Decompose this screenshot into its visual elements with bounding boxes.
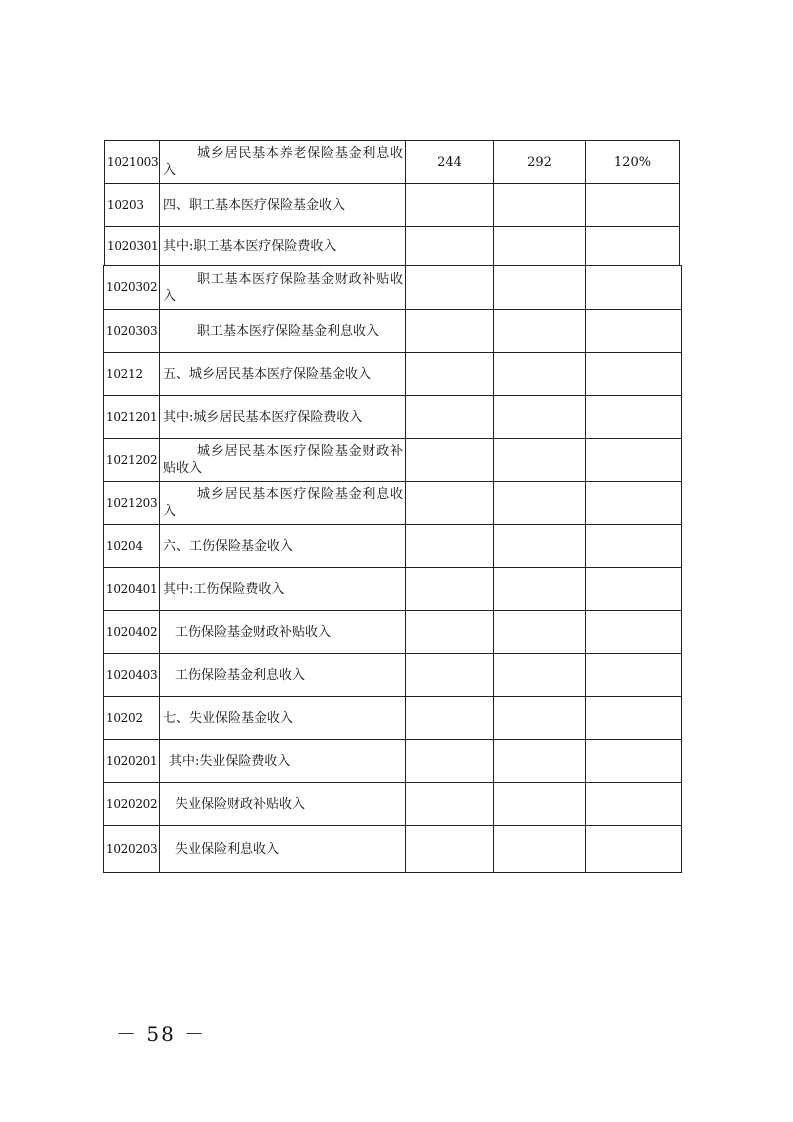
value-cell-2 [494,783,586,826]
budget-table-top-body [105,141,680,266]
item-name-cell [160,697,406,740]
value-cell-2 [494,697,586,740]
item-code: 1021202 [104,439,160,482]
value-cell-1 [406,482,494,525]
value-cell-1 [406,783,494,826]
item-name: 失业保险财政补贴收入 [175,796,306,812]
value-cell-2 [494,611,586,654]
item-code: 10202 [104,697,160,740]
table-row [104,740,682,783]
item-code: 1020301 [105,227,160,266]
table-row [104,310,682,353]
budget-table-main-body [104,266,682,873]
item-code: 1021201 [104,396,160,439]
item-name: 职工基本医疗保险基金财政补贴收入 [163,271,403,304]
value-cell-3 [586,227,680,266]
item-name: 其中:城乡居民基本医疗保险费收入 [163,409,363,425]
value-cell-3 [586,184,680,227]
item-code: 10204 [104,525,160,568]
item-name: 其中:职工基本医疗保险费收入 [163,238,337,254]
table-row [105,184,680,227]
item-code: 1020402 [104,611,160,654]
value-cell-3 [586,783,682,826]
item-name: 职工基本医疗保险基金利息收入 [197,323,380,339]
item-code: 1020203 [104,826,160,873]
value-cell-3 [586,310,682,353]
value-cell-1 [406,353,494,396]
item-name-cell [160,482,406,525]
value-cell-2 [494,353,586,396]
table-row [105,227,680,266]
value-cell-1 [406,310,494,353]
value-cell-1 [406,654,494,697]
value-cell-3 [586,740,682,783]
item-code: 10212 [104,353,160,396]
value-cell-3 [586,482,682,525]
value-cell-2 [494,482,586,525]
value-cell-3 [586,525,682,568]
table-row [104,396,682,439]
value-cell-1 [406,266,494,310]
value-cell-1: 244 [406,141,494,184]
item-name: 其中:失业保险费收入 [169,753,291,769]
value-cell-1 [406,568,494,611]
value-cell-1 [406,740,494,783]
value-cell-2 [494,525,586,568]
item-name-cell [160,439,406,482]
value-cell-3 [586,439,682,482]
table-row [104,783,682,826]
value-cell-3: 120% [586,141,680,184]
value-cell-2 [494,310,586,353]
item-name-cell [160,353,406,396]
table-row [105,141,680,184]
item-name: 四、职工基本医疗保险基金收入 [163,197,346,213]
value-cell-3 [586,568,682,611]
item-code: 10203 [105,184,160,227]
item-name-cell [160,525,406,568]
budget-table-top [104,140,680,266]
table-row [104,266,682,310]
item-name: 失业保险利息收入 [175,841,280,857]
item-name-cell [160,184,406,227]
item-name: 工伤保险基金利息收入 [175,667,306,683]
item-code: 1020403 [104,654,160,697]
value-cell-1 [406,439,494,482]
value-cell-2 [494,439,586,482]
value-cell-3 [586,396,682,439]
value-cell-1 [406,396,494,439]
item-name: 六、工伤保险基金收入 [163,538,294,554]
item-name: 城乡居民基本医疗保险基金利息收入 [163,487,403,519]
value-cell-2 [494,654,586,697]
table-row [104,611,682,654]
item-code: 1020302 [104,266,160,310]
item-name-cell [160,266,406,310]
item-code: 1020202 [104,783,160,826]
item-name-cell [160,654,406,697]
item-name: 五、城乡居民基本医疗保险基金收入 [163,366,372,382]
value-cell-3 [586,697,682,740]
value-cell-2: 292 [494,141,586,184]
table-row [104,654,682,697]
value-cell-2 [494,568,586,611]
item-name-cell [160,141,406,184]
item-name-cell [160,568,406,611]
value-cell-2 [494,227,586,266]
value-cell-1 [406,184,494,227]
value-cell-3 [586,611,682,654]
value-cell-2 [494,396,586,439]
value-cell-2 [494,266,586,310]
table-row [104,568,682,611]
item-name: 工伤保险基金财政补贴收入 [175,624,332,640]
item-name-cell [160,826,406,873]
item-name-cell [160,783,406,826]
value-cell-1 [406,525,494,568]
item-name-cell [160,740,406,783]
item-name-cell [160,310,406,353]
item-name: 城乡居民基本医疗保险基金财政补贴收入 [163,444,403,476]
value-cell-3 [586,826,682,873]
value-cell-3 [586,353,682,396]
item-code: 1020201 [104,740,160,783]
table-row [104,525,682,568]
item-code: 1020401 [104,568,160,611]
table-row [104,697,682,740]
value-cell-3 [586,654,682,697]
table-row [104,482,682,525]
value-cell-2 [494,826,586,873]
page-number: － 58 － [116,1022,207,1046]
item-code: 1021003 [105,141,160,184]
value-cell-1 [406,611,494,654]
value-cell-3 [586,266,682,310]
item-name: 其中:工伤保险费收入 [163,581,285,597]
value-cell-1 [406,697,494,740]
item-name: 七、失业保险基金收入 [163,710,294,726]
value-cell-2 [494,740,586,783]
value-cell-1 [406,227,494,266]
budget-table-main [103,265,682,873]
item-name: 城乡居民基本养老保险基金利息收入 [163,146,403,178]
table-row [104,826,682,873]
item-name-cell [160,396,406,439]
item-code: 1020303 [104,310,160,353]
value-cell-1 [406,826,494,873]
item-code: 1021203 [104,482,160,525]
table-row [104,439,682,482]
value-cell-2 [494,184,586,227]
item-name-cell [160,611,406,654]
item-name-cell [160,227,406,266]
table-row [104,353,682,396]
